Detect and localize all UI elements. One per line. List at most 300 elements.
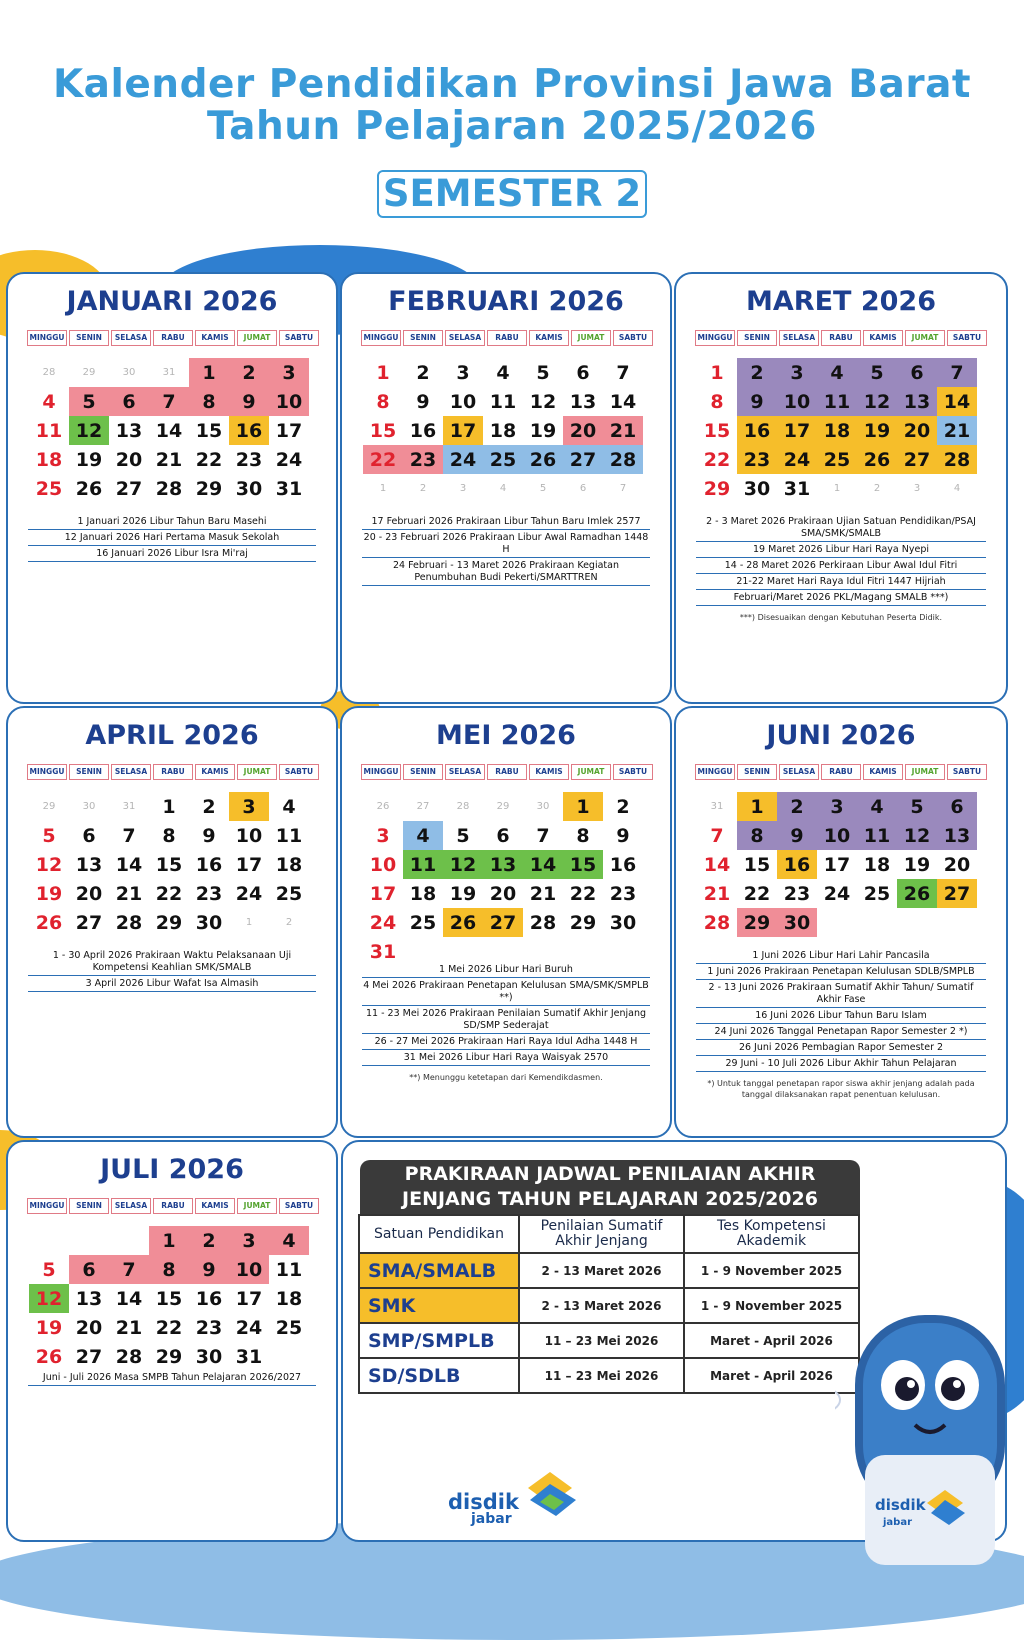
date-cell: 1 [379, 483, 387, 494]
date-cell: 12 [529, 390, 557, 413]
table-row [359, 1323, 859, 1358]
month-notes [28, 1370, 316, 1386]
weekday-label: SELASA [445, 330, 485, 346]
date-cell: 28 [703, 911, 731, 934]
date-cell: 21 [703, 882, 731, 905]
date-cell: 28 [115, 1345, 143, 1368]
date-cell: 30 [195, 1345, 223, 1368]
date-cell: 4 [953, 483, 961, 494]
date-cell: 8 [189, 387, 229, 416]
psaj-cell: 2 - 13 Maret 2026 [519, 1288, 684, 1323]
date-cell: 20 [75, 882, 103, 905]
date-cell: 19 [35, 1316, 63, 1339]
date-cell: 8 [710, 390, 724, 413]
month-notes [28, 514, 316, 562]
date-cell: 23 [195, 1316, 223, 1339]
date-cell: 29 [496, 801, 510, 812]
date-cell: 3 [456, 361, 470, 384]
week-row [697, 358, 977, 387]
weekday-label: JUMAT [237, 1198, 277, 1214]
week-row [29, 387, 309, 416]
date-cell: 10 [369, 853, 397, 876]
weekday-label: KAMIS [529, 764, 569, 780]
note-item: 17 Februari 2026 Prakiraan Libur Tahun Baru Imlek 2577 [362, 514, 650, 530]
weekday-label: MINGGU [361, 330, 401, 346]
date-cell: 26 [523, 445, 563, 474]
note-item: 26 - 27 Mei 2026 Prakiraan Hari Raya Idul Adha 1448 H [362, 1034, 650, 1050]
date-grid [697, 792, 977, 937]
date-cell: 3 [269, 358, 309, 387]
date-cell: 8 [162, 824, 176, 847]
date-cell: 3 [777, 358, 817, 387]
date-cell [109, 1226, 149, 1255]
date-cell: 21 [115, 1316, 143, 1339]
date-cell: 9 [616, 824, 630, 847]
date-cell: 3 [817, 792, 857, 821]
date-cell: 24 [369, 911, 397, 934]
date-cell: 30 [82, 801, 96, 812]
mascot-badge-sub: jabar [883, 1517, 913, 1528]
date-cell: 4 [269, 1226, 309, 1255]
level-cell: SMA/SMALB [359, 1253, 519, 1288]
week-row [363, 358, 643, 387]
date-cell: 21 [115, 882, 143, 905]
date-cell: 29 [569, 911, 597, 934]
weekday-label: SELASA [779, 330, 819, 346]
date-cell: 17 [235, 1287, 263, 1310]
date-cell: 5 [456, 824, 470, 847]
date-cell: 5 [42, 1258, 56, 1281]
month-card-maret [674, 272, 1008, 704]
note-item: 11 - 23 Mei 2026 Prakiraan Penilaian Sumatif Akhir Jenjang SD/SMP Sederajat [362, 1006, 650, 1034]
date-cell: 3 [229, 792, 269, 821]
col-header-satuan: Satuan Pendidikan [359, 1215, 519, 1253]
date-cell: 1 [563, 792, 603, 821]
date-cell: 2 [777, 792, 817, 821]
date-cell: 30 [122, 367, 136, 378]
date-cell: 11 [275, 824, 303, 847]
date-cell: 22 [743, 882, 771, 905]
weekday-label: MINGGU [27, 764, 67, 780]
weekday-label: SENIN [737, 764, 777, 780]
disdik-logo [448, 1470, 578, 1534]
week-row [29, 850, 309, 879]
date-cell: 6 [897, 358, 937, 387]
date-cell: 9 [189, 1255, 229, 1284]
date-cell: 2 [737, 358, 777, 387]
date-cell: 2 [616, 795, 630, 818]
date-cell: 14 [115, 853, 143, 876]
weekday-label: KAMIS [529, 330, 569, 346]
date-cell: 8 [576, 824, 590, 847]
level-cell: SMP/SMPLB [359, 1323, 519, 1358]
level-cell: SD/SDLB [359, 1358, 519, 1393]
week-row [363, 821, 643, 850]
date-cell: 9 [737, 387, 777, 416]
date-cell: 23 [737, 445, 777, 474]
date-cell: 16 [737, 416, 777, 445]
weekday-label: SENIN [69, 764, 109, 780]
date-cell: 5 [857, 358, 897, 387]
month-title: JANUARI 2026 [66, 286, 278, 317]
date-cell: 18 [275, 1287, 303, 1310]
psaj-cell: 11 – 23 Mei 2026 [519, 1358, 684, 1393]
weekday-label: RABU [821, 764, 861, 780]
note-item: 26 Juni 2026 Pembagian Rapor Semester 2 [696, 1040, 986, 1056]
date-cell: 31 [275, 477, 303, 500]
psaj-cell: 11 – 23 Mei 2026 [519, 1323, 684, 1358]
date-cell: 10 [269, 387, 309, 416]
date-cell: 18 [863, 853, 891, 876]
month-notes [696, 948, 986, 1100]
date-cell: 23 [609, 882, 637, 905]
date-cell: 14 [155, 419, 183, 442]
week-row [697, 387, 977, 416]
exam-schedule-table [358, 1214, 860, 1394]
note-item: 3 April 2026 Libur Wafat Isa Almasih [28, 976, 316, 992]
weekday-header [695, 330, 989, 346]
date-cell: 19 [529, 419, 557, 442]
date-cell: 17 [823, 853, 851, 876]
weekday-label: SABTU [279, 330, 319, 346]
date-cell: 16 [195, 853, 223, 876]
week-row [697, 908, 977, 937]
weekday-label: KAMIS [195, 330, 235, 346]
month-card-april [6, 706, 338, 1138]
date-cell: 31 [369, 940, 397, 963]
weekday-label: KAMIS [863, 764, 903, 780]
date-cell: 17 [275, 419, 303, 442]
weekday-label: MINGGU [695, 330, 735, 346]
date-cell: 7 [149, 387, 189, 416]
date-cell: 5 [539, 483, 547, 494]
date-cell: 1 [376, 361, 390, 384]
date-cell: 29 [42, 801, 56, 812]
note-item: 1 Januari 2026 Libur Tahun Baru Masehi [28, 514, 316, 530]
date-cell: 31 [783, 477, 811, 500]
date-cell: 31 [710, 801, 724, 812]
date-cell: 21 [937, 416, 977, 445]
weekday-header [27, 1198, 321, 1214]
date-cell: 13 [75, 853, 103, 876]
week-row [363, 908, 643, 937]
date-cell: 23 [235, 448, 263, 471]
note-item: 24 Februari - 13 Maret 2026 Prakiraan Kegiatan Penumbuhan Budi Pekerti/SMARTTREN [362, 558, 650, 586]
psaj-cell: 2 - 13 Maret 2026 [519, 1253, 684, 1288]
date-cell: 11 [275, 1258, 303, 1281]
date-cell: 1 [833, 483, 841, 494]
page-title-line2: Tahun Pelajaran 2025/2026 [207, 104, 817, 149]
date-cell: 27 [75, 1345, 103, 1368]
date-cell: 10 [817, 821, 857, 850]
weekday-label: KAMIS [195, 764, 235, 780]
mascot-badge-text: disdik [875, 1496, 926, 1514]
date-cell: 29 [195, 477, 223, 500]
date-cell: 20 [943, 853, 971, 876]
date-cell: 2 [202, 795, 216, 818]
date-cell: 1 [710, 361, 724, 384]
date-cell: 11 [403, 850, 443, 879]
weekday-label: RABU [153, 764, 193, 780]
note-item: Juni - Juli 2026 Masa SMPB Tahun Pelajaran 2026/2027 [28, 1370, 316, 1386]
week-row [363, 416, 643, 445]
date-cell: 20 [75, 1316, 103, 1339]
week-row [29, 1284, 309, 1313]
date-cell: 2 [416, 361, 430, 384]
date-cell: 28 [42, 367, 56, 378]
date-cell: 27 [416, 801, 430, 812]
date-cell: 21 [603, 416, 643, 445]
semester-label: SEMESTER 2 [377, 170, 647, 218]
date-cell: 17 [235, 853, 263, 876]
date-cell: 29 [703, 477, 731, 500]
date-cell: 19 [35, 882, 63, 905]
note-item: 29 Juni - 10 Juli 2026 Libur Akhir Tahun Pelajaran [696, 1056, 986, 1072]
date-cell: 13 [937, 821, 977, 850]
weekday-label: SELASA [779, 764, 819, 780]
date-cell: 14 [609, 390, 637, 413]
week-row [697, 792, 977, 821]
weekday-header [361, 330, 655, 346]
date-cell: 6 [69, 1255, 109, 1284]
date-cell: 11 [35, 419, 63, 442]
weekday-label: MINGGU [27, 330, 67, 346]
date-cell: 28 [115, 911, 143, 934]
week-row [697, 445, 977, 474]
date-cell: 3 [229, 1226, 269, 1255]
date-cell: 26 [897, 879, 937, 908]
date-cell: 22 [363, 445, 403, 474]
weekday-label: SENIN [69, 1198, 109, 1214]
date-cell: 4 [403, 821, 443, 850]
date-cell: 17 [443, 416, 483, 445]
date-cell: 6 [579, 483, 587, 494]
date-cell: 1 [149, 1226, 189, 1255]
date-cell: 5 [536, 361, 550, 384]
date-cell: 16 [609, 853, 637, 876]
date-cell: 1 [245, 917, 253, 928]
date-cell: 26 [857, 445, 897, 474]
week-row [363, 474, 643, 503]
date-cell: 4 [42, 390, 56, 413]
date-cell: 20 [897, 416, 937, 445]
note-item: 1 Juni 2026 Prakiraan Penetapan Kelulusan SDLB/SMPLB [696, 964, 986, 980]
date-cell: 3 [913, 483, 921, 494]
date-cell: 9 [777, 821, 817, 850]
weekday-label: RABU [153, 330, 193, 346]
date-cell: 3 [376, 824, 390, 847]
date-cell: 18 [409, 882, 437, 905]
month-title: JUNI 2026 [766, 720, 916, 751]
month-notes [28, 948, 316, 992]
date-cell: 2 [873, 483, 881, 494]
date-cell: 8 [149, 1255, 189, 1284]
date-cell: 13 [897, 387, 937, 416]
date-cell: 4 [282, 795, 296, 818]
date-cell: 27 [115, 477, 143, 500]
date-cell: 14 [703, 853, 731, 876]
week-row [363, 850, 643, 879]
logo-subtext: jabar [471, 1511, 512, 1527]
date-cell: 24 [823, 882, 851, 905]
date-cell: 16 [229, 416, 269, 445]
date-cell: 25 [863, 882, 891, 905]
note-item: Februari/Maret 2026 PKL/Magang SMALB ***) [696, 590, 986, 606]
date-grid [29, 792, 309, 937]
weekday-label: SENIN [403, 330, 443, 346]
date-cell: 30 [777, 908, 817, 937]
date-cell: 25 [35, 477, 63, 500]
note-item: 1 - 30 April 2026 Prakiraan Waktu Pelaksanaan Uji Kompetensi Keahlian SMK/SMALB [28, 948, 316, 976]
date-cell: 20 [563, 416, 603, 445]
col-header-tka: Tes Kompetensi Akademik [684, 1215, 859, 1253]
date-cell: 10 [229, 1255, 269, 1284]
date-cell: 27 [75, 911, 103, 934]
note-item: 20 - 23 Februari 2026 Prakiraan Libur Awal Ramadhan 1448 H [362, 530, 650, 558]
date-cell: 22 [155, 1316, 183, 1339]
date-cell: 7 [937, 358, 977, 387]
date-cell: 27 [897, 445, 937, 474]
date-cell: 16 [195, 1287, 223, 1310]
date-cell: 22 [569, 882, 597, 905]
date-grid [29, 358, 309, 503]
date-cell: 29 [737, 908, 777, 937]
date-cell: 4 [499, 483, 507, 494]
weekday-label: RABU [153, 1198, 193, 1214]
date-cell: 26 [443, 908, 483, 937]
weekday-label: SENIN [737, 330, 777, 346]
logo-mark-icon [520, 1470, 580, 1520]
date-cell: 5 [42, 824, 56, 847]
date-cell: 25 [483, 445, 523, 474]
week-row [29, 445, 309, 474]
date-cell: 30 [235, 477, 263, 500]
date-cell: 31 [162, 367, 176, 378]
date-cell: 8 [376, 390, 390, 413]
tka-cell: Maret - April 2026 [684, 1323, 859, 1358]
month-title: MEI 2026 [436, 720, 576, 751]
weekday-header [361, 764, 655, 780]
date-cell: 10 [235, 824, 263, 847]
note-item: 21-22 Maret Hari Raya Idul Fitri 1447 Hijriah [696, 574, 986, 590]
date-cell: 18 [817, 416, 857, 445]
date-cell: 15 [155, 853, 183, 876]
note-item: 14 - 28 Maret 2026 Perkiraan Libur Awal Idul Fitri [696, 558, 986, 574]
date-cell: 15 [155, 1287, 183, 1310]
table-row [359, 1253, 859, 1288]
note-item: 19 Maret 2026 Libur Hari Raya Nyepi [696, 542, 986, 558]
date-cell: 26 [75, 477, 103, 500]
tka-cell: 1 - 9 November 2025 [684, 1288, 859, 1323]
week-row [363, 445, 643, 474]
weekday-label: SABTU [613, 764, 653, 780]
date-cell [29, 1226, 69, 1255]
month-card-januari [6, 272, 338, 704]
date-cell: 12 [897, 821, 937, 850]
date-cell: 7 [619, 483, 627, 494]
tka-cell: 1 - 9 November 2025 [684, 1253, 859, 1288]
date-cell: 21 [155, 448, 183, 471]
weekday-header [695, 764, 989, 780]
table-row [359, 1358, 859, 1393]
date-cell: 26 [35, 911, 63, 934]
footnote: ***) Disesuaikan dengan Kebutuhan Peserta Didik. [739, 613, 943, 622]
date-cell: 27 [563, 445, 603, 474]
date-cell: 25 [409, 911, 437, 934]
tka-cell: Maret - April 2026 [684, 1358, 859, 1393]
date-cell: 13 [569, 390, 597, 413]
note-item: 2 - 13 Juni 2026 Prakiraan Sumatif Akhir Tahun/ Sumatif Akhir Fase [696, 980, 986, 1008]
date-cell: 24 [777, 445, 817, 474]
exam-table-title [360, 1160, 860, 1214]
week-row [29, 821, 309, 850]
date-cell: 1 [162, 795, 176, 818]
date-cell: 19 [903, 853, 931, 876]
week-row [29, 1226, 309, 1255]
date-cell: 27 [483, 908, 523, 937]
date-cell: 31 [235, 1345, 263, 1368]
date-cell [69, 1226, 109, 1255]
month-notes [696, 514, 986, 623]
date-cell: 6 [82, 824, 96, 847]
note-item: 2 - 3 Maret 2026 Prakiraan Ujian Satuan Pendidikan/PSAJ SMA/SMK/SMALB [696, 514, 986, 542]
date-cell: 28 [603, 445, 643, 474]
weekday-label: JUMAT [571, 764, 611, 780]
date-cell: 29 [155, 911, 183, 934]
date-cell: 15 [703, 419, 731, 442]
date-cell: 23 [403, 445, 443, 474]
date-cell: 5 [897, 792, 937, 821]
weekday-label: SELASA [111, 764, 151, 780]
note-item: 1 Juni 2026 Libur Hari Lahir Pancasila [696, 948, 986, 964]
week-row [363, 387, 643, 416]
date-cell: 2 [189, 1226, 229, 1255]
date-cell: 22 [703, 448, 731, 471]
note-item: 16 Januari 2026 Libur Isra Mi'raj [28, 546, 316, 562]
date-cell: 7 [536, 824, 550, 847]
date-cell: 15 [563, 850, 603, 879]
date-cell: 16 [409, 419, 437, 442]
date-cell: 7 [122, 824, 136, 847]
date-cell: 28 [937, 445, 977, 474]
note-item: 1 Mei 2026 Libur Hari Buruh [362, 962, 650, 978]
date-cell: 12 [29, 1284, 69, 1313]
week-row [697, 879, 977, 908]
weekday-label: MINGGU [695, 764, 735, 780]
date-cell: 31 [122, 801, 136, 812]
weekday-label: SENIN [69, 330, 109, 346]
date-cell: 2 [419, 483, 427, 494]
date-cell: 18 [275, 853, 303, 876]
date-cell: 5 [69, 387, 109, 416]
exam-table-title-line2: JENJANG TAHUN PELAJARAN 2025/2026 [402, 1188, 818, 1210]
table-row [359, 1288, 859, 1323]
date-cell: 19 [75, 448, 103, 471]
footnote: **) Menunggu ketetapan dari Kemendikdasmen. [409, 1073, 603, 1082]
week-row [29, 879, 309, 908]
date-cell: 19 [449, 882, 477, 905]
weekday-label: JUMAT [237, 764, 277, 780]
date-cell: 22 [155, 882, 183, 905]
date-cell: 9 [202, 824, 216, 847]
weekday-label: RABU [487, 764, 527, 780]
weekday-label: JUMAT [237, 330, 277, 346]
date-cell: 21 [529, 882, 557, 905]
date-cell: 19 [857, 416, 897, 445]
week-row [697, 850, 977, 879]
date-cell: 24 [275, 448, 303, 471]
month-card-juni [674, 706, 1008, 1138]
